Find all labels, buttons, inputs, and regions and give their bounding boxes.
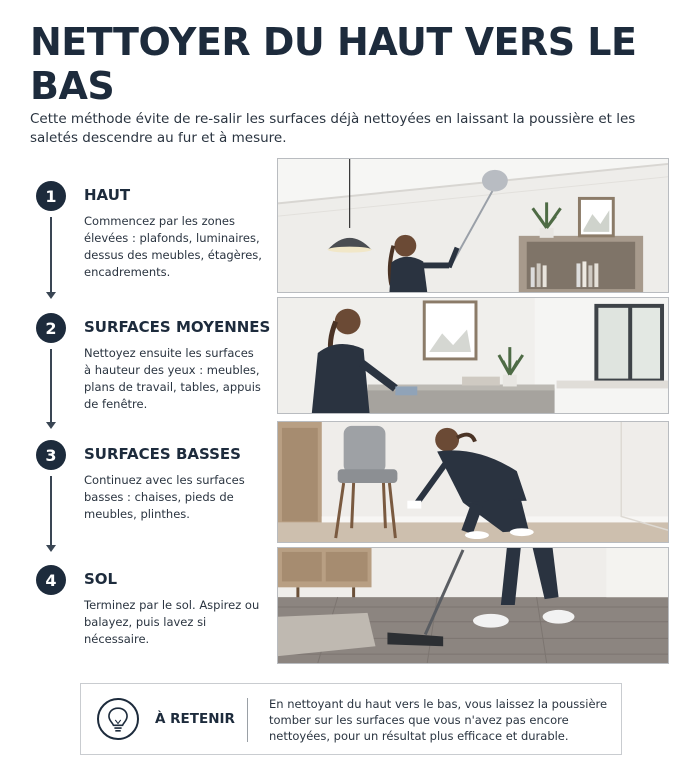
key-takeaway-text: En nettoyant du haut vers le bas, vous laissez la poussière tomber sur les surfaces que vous n'avez pas encore nettoyées, pour un résultat plus efficace et durable. [269,697,608,743]
step-description: Nettoyez ensuite les surfaces à hauteur des yeux : meubles, plans de travail, tables, appuis de fenêtre. [84,346,261,411]
step-3 [36,440,266,560]
photo-low-surfaces [277,421,669,543]
down-arrow-icon [50,476,52,550]
lightbulb-icon [97,698,139,740]
step-number: 3 [36,440,66,470]
photo-floor [277,547,669,664]
photo-mid-surfaces [277,297,669,414]
key-takeaway-label: À RETENIR [155,711,235,727]
step-1 [36,181,266,306]
step-2 [36,313,271,433]
step-number: 4 [36,565,66,595]
step-number: 1 [36,181,66,211]
step-description: Continuez avec les surfaces basses : chaises, pieds de meubles, plinthes. [84,473,245,521]
step-title: SURFACES MOYENNES [84,318,271,336]
step-title: SURFACES BASSES [84,445,241,463]
step-number: 2 [36,313,66,343]
step-description: Terminez par le sol. Aspirez ou balayez, puis lavez si nécessaire. [84,598,260,646]
intro-text: Cette méthode évite de re-salir les surfaces déjà nettoyées en laissant la poussière et les saletés descendre au fur et à mesure. [30,111,636,146]
key-takeaway-box [80,683,622,755]
step-description: Commencez par les zones élevées : plafonds, luminaires, dessus des meubles, étagères, encadrements. [84,214,262,279]
photo-high-dusting [277,158,669,293]
page-title: NETTOYER DU HAUT VERS LE BAS [30,20,637,108]
down-arrow-icon [50,217,52,297]
step-title: HAUT [84,186,131,204]
down-arrow-icon [50,349,52,427]
step-title: SOL [84,570,118,588]
divider [247,698,248,742]
step-4 [36,565,266,665]
